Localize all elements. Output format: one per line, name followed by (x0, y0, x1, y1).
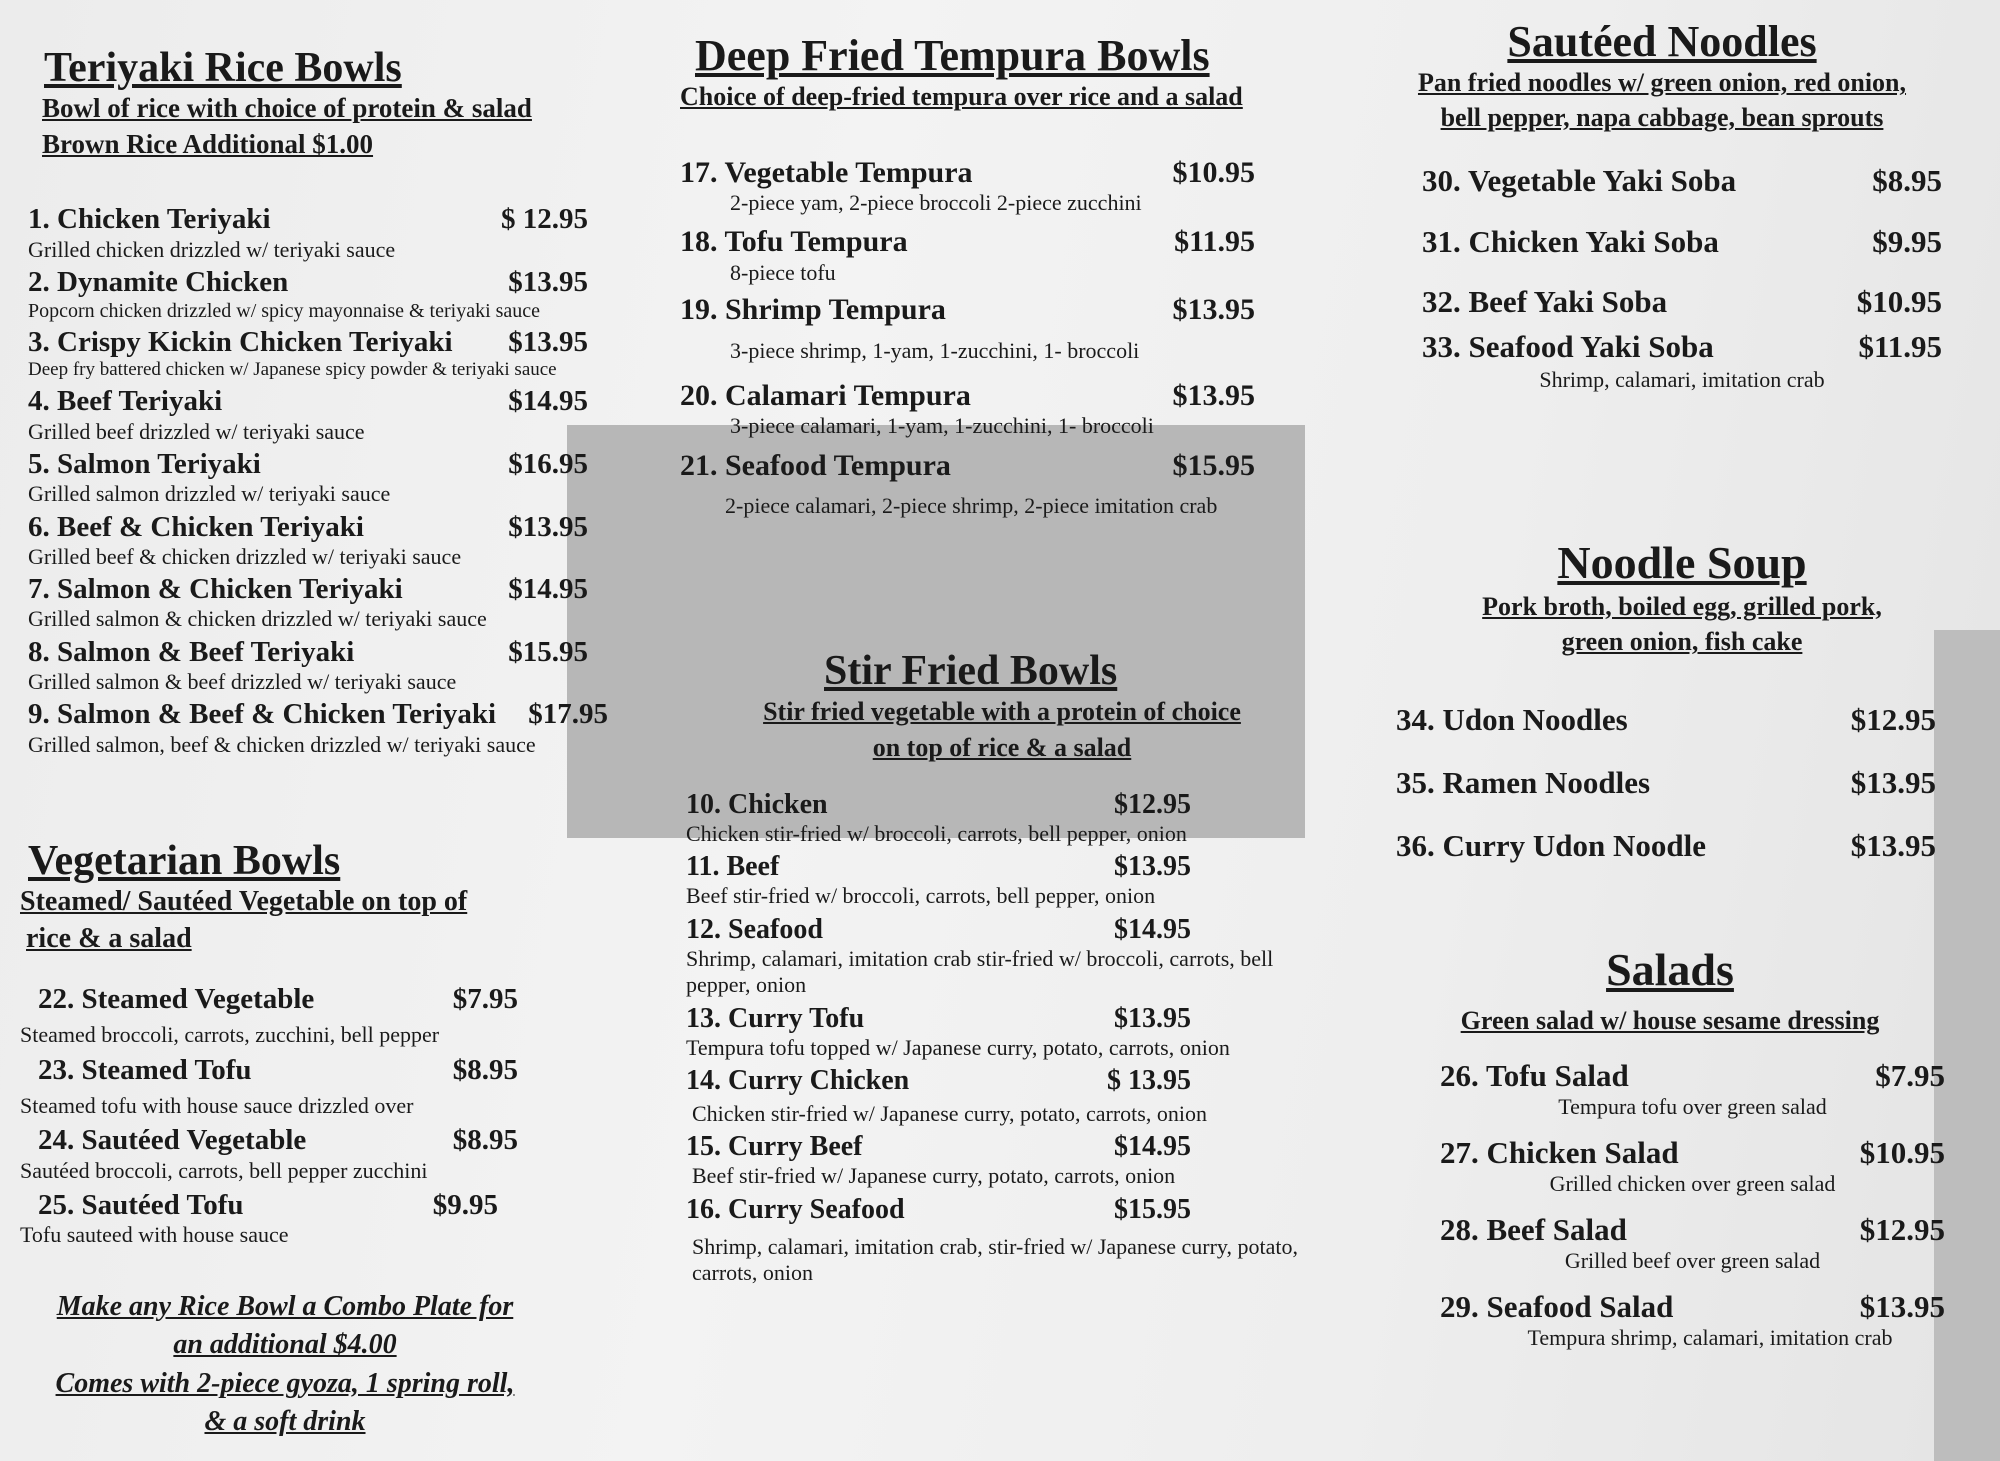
item-name: 33. Seafood Yaki Soba (1422, 328, 1714, 364)
stir-fried-title: Stir Fried Bowls (824, 648, 1118, 694)
item-price: $15.95 (1114, 1193, 1191, 1225)
menu-item (28, 325, 618, 382)
item-description: Chicken stir-fried w/ Japanese curry, potato, carrots, onion (692, 1101, 1207, 1127)
item-price: $13.95 (508, 326, 588, 359)
menu-item (686, 850, 1322, 909)
item-name: 30. Vegetable Yaki Soba (1422, 163, 1737, 199)
item-description: Sautéed broccoli, carrots, bell pepper zucchini (20, 1157, 428, 1183)
item-description: Grilled salmon & beef drizzled w/ teriyaki sauce (28, 668, 457, 694)
item-name: 32. Beef Yaki Soba (1422, 284, 1668, 320)
stir-fried-section (682, 648, 1322, 1290)
item-description: Tofu sauteed with house sauce (20, 1222, 289, 1248)
menu-item (1396, 702, 1936, 739)
menu-item (1440, 1212, 1970, 1275)
item-name: 1. Chicken Teriyaki (28, 203, 271, 236)
noodles-subtitle-line2: bell pepper, napa cabbage, bean sprouts (1440, 102, 1884, 132)
item-name: 21. Seafood Tempura (680, 448, 951, 482)
item-description: Shrimp, calamari, imitation crab (1539, 367, 1825, 393)
item-name: 36. Curry Udon Noodle (1396, 827, 1707, 863)
menu-item (680, 292, 1320, 364)
item-name: 19. Shrimp Tempura (680, 293, 946, 327)
menu-item (1422, 284, 1942, 321)
tempura-subtitle: Choice of deep-fried tempura over rice and a salad (680, 82, 1243, 112)
stir-fried-subtitle-line1: Stir fried vegetable with a protein of choice (763, 697, 1241, 727)
noodle-soup-section (1392, 538, 1972, 890)
item-name: 27. Chicken Salad (1440, 1134, 1679, 1170)
item-name: 26. Tofu Salad (1440, 1057, 1629, 1093)
item-price: $9.95 (432, 1188, 498, 1221)
item-description: Grilled beef drizzled w/ teriyaki sauce (28, 418, 365, 444)
soup-subtitle-line1: Pork broth, boiled egg, grilled pork, (1482, 591, 1882, 621)
item-name: 15. Curry Beef (686, 1131, 863, 1163)
item-description: Grilled salmon, beef & chicken drizzled w/ teriyaki sauce (28, 731, 536, 757)
combo-line: Make any Rice Bowl a Combo Plate for (56, 1291, 514, 1322)
item-name: 35. Ramen Noodles (1396, 764, 1651, 800)
salads-title: Salads (1606, 944, 1734, 995)
item-name: 13. Curry Tofu (686, 1002, 865, 1034)
tempura-title: Deep Fried Tempura Bowls (695, 31, 1210, 80)
menu-item (1422, 224, 1942, 261)
item-price: $11.95 (1174, 225, 1255, 259)
item-name: 34. Udon Noodles (1396, 702, 1628, 738)
item-price: $13.95 (1114, 1002, 1191, 1034)
item-name: 22. Steamed Vegetable (38, 983, 315, 1016)
item-price: $13.95 (1850, 827, 1936, 863)
item-description: Grilled beef over green salad (1564, 1248, 1821, 1274)
tempura-section (680, 32, 1320, 530)
item-price: $10.95 (1856, 284, 1942, 320)
menu-item (28, 447, 618, 508)
item-description: Beef stir-fried w/ broccoli, carrots, bell pepper, onion (686, 883, 1156, 909)
item-price: $16.95 (508, 447, 588, 480)
item-price: $7.95 (1875, 1057, 1945, 1093)
menu-item (1396, 828, 1936, 865)
item-name: 31. Chicken Yaki Soba (1422, 223, 1719, 259)
item-description: 2-piece yam, 2-piece broccoli 2-piece zucchini (730, 190, 1142, 216)
item-name: 6. Beef & Chicken Teriyaki (28, 510, 364, 543)
item-description: 8-piece tofu (730, 259, 836, 285)
item-name: 14. Curry Chicken (686, 1065, 910, 1097)
menu-item (1440, 1058, 1970, 1121)
combo-line: & a soft drink (204, 1406, 366, 1438)
item-price: $10.95 (1172, 155, 1255, 189)
item-description: 2-piece calamari, 2-piece shrimp, 2-piece imitation crab (725, 493, 1218, 519)
item-name: 10. Chicken (686, 788, 828, 820)
menu-item (20, 1188, 540, 1249)
item-description: Grilled chicken drizzled w/ teriyaki sauce (28, 236, 396, 262)
item-name: 2. Dynamite Chicken (28, 266, 289, 299)
item-price: $9.95 (1872, 223, 1942, 259)
item-name: 8. Salmon & Beef Teriyaki (28, 635, 355, 668)
item-price: $ 13.95 (1107, 1065, 1191, 1097)
item-price: $14.95 (1114, 1131, 1191, 1163)
menu-item (680, 448, 1320, 520)
menu-item (1396, 765, 1936, 802)
item-name: 25. Sautéed Tofu (38, 1188, 244, 1221)
menu-item (686, 1130, 1322, 1189)
menu-item (28, 697, 618, 758)
menu-item (686, 913, 1322, 999)
item-name: 18. Tofu Tempura (680, 225, 908, 259)
item-description: Popcorn chicken drizzled w/ spicy mayonnaise & teriyaki sauce (28, 300, 541, 323)
item-name: 3. Crispy Kickin Chicken Teriyaki (28, 326, 453, 359)
item-price: $14.95 (1114, 913, 1191, 945)
menu-item (686, 1193, 1322, 1287)
item-name: 24. Sautéed Vegetable (38, 1124, 307, 1157)
menu-item (686, 1064, 1322, 1127)
vegetarian-subtitle-line2: rice & a salad (26, 923, 192, 955)
menu-item (20, 1053, 540, 1120)
item-name: 4. Beef Teriyaki (28, 385, 223, 418)
menu-item (1422, 329, 1972, 394)
menu-item (1440, 1135, 1970, 1198)
menu-item (1422, 163, 1942, 200)
item-name: 12. Seafood (686, 913, 823, 945)
item-description: Grilled beef & chicken drizzled w/ teriyaki sauce (28, 543, 462, 569)
item-price: $12.95 (1850, 702, 1936, 738)
item-price: $13.95 (1172, 379, 1255, 413)
teriyaki-section (28, 45, 618, 760)
noodles-subtitle-line1: Pan fried noodles w/ green onion, red onion, (1417, 68, 1907, 98)
combo-line: Comes with 2-piece gyoza, 1 spring roll, (55, 1367, 515, 1399)
item-price: $10.95 (1859, 1134, 1945, 1170)
item-price: $8.95 (1872, 163, 1942, 199)
menu-item (28, 265, 618, 323)
item-description: 3-piece shrimp, 1-yam, 1-zucchini, 1- broccoli (730, 337, 1140, 363)
item-description: Steamed tofu with house sauce drizzled over (20, 1092, 414, 1118)
combo-line: an additional $4.00 (173, 1329, 397, 1361)
item-price: $13.95 (1172, 293, 1255, 327)
item-price: $15.95 (508, 635, 588, 668)
item-price: $ 12.95 (501, 203, 588, 236)
item-price: $14.95 (508, 573, 588, 606)
item-price: $12.95 (1859, 1211, 1945, 1247)
item-price: $11.95 (1858, 328, 1942, 364)
item-name: 23. Steamed Tofu (38, 1053, 252, 1086)
item-description: Tempura tofu over green salad (1558, 1094, 1827, 1120)
vegetarian-subtitle-line1: Steamed/ Sautéed Vegetable on top of (20, 886, 468, 918)
item-description: Deep fry battered chicken w/ Japanese spicy powder & teriyaki sauce (28, 359, 557, 381)
item-description: Tempura tofu topped w/ Japanese curry, potato, carrots, onion (686, 1034, 1230, 1060)
menu-item (20, 982, 540, 1049)
noodle-soup-title: Noodle Soup (1557, 537, 1807, 588)
vegetarian-section (20, 838, 540, 1253)
item-name: 20. Calamari Tempura (680, 379, 971, 413)
menu-item (680, 155, 1320, 217)
item-name: 29. Seafood Salad (1440, 1288, 1674, 1324)
item-description: 3-piece calamari, 1-yam, 1-zucchini, 1- broccoli (730, 413, 1154, 439)
combo-plate-note (20, 1288, 550, 1441)
item-name: 9. Salmon & Beef & Chicken Teriyaki (28, 698, 497, 731)
item-description: Grilled chicken over green salad (1549, 1171, 1836, 1197)
item-price: $14.95 (508, 385, 588, 418)
item-price: $13.95 (1114, 851, 1191, 883)
salads-subtitle: Green salad w/ house sesame dressing (1460, 1005, 1880, 1035)
sauteed-noodles-section (1352, 18, 1972, 394)
teriyaki-subtitle: Bowl of rice with choice of protein & salad (42, 93, 532, 124)
menu-item (28, 202, 618, 263)
item-price: $17.95 (528, 698, 608, 731)
item-name: 17. Vegetable Tempura (680, 155, 973, 189)
item-description: Chicken stir-fried w/ broccoli, carrots, bell pepper, onion (686, 820, 1187, 846)
item-price: $8.95 (452, 1124, 518, 1157)
item-price: $13.95 (508, 266, 588, 299)
menu-item (680, 378, 1320, 440)
menu-item (28, 635, 618, 696)
sauteed-noodles-title: Sautéed Noodles (1507, 17, 1817, 66)
item-price: $7.95 (452, 983, 518, 1016)
item-name: 28. Beef Salad (1440, 1211, 1627, 1247)
item-name: 7. Salmon & Chicken Teriyaki (28, 573, 403, 606)
menu-item (686, 788, 1322, 847)
teriyaki-title: Teriyaki Rice Bowls (44, 45, 402, 91)
item-description: Tempura shrimp, calamari, imitation crab (1527, 1325, 1893, 1351)
item-description: Beef stir-fried w/ Japanese curry, potato, carrots, onion (692, 1163, 1176, 1189)
menu-item (20, 1123, 540, 1184)
item-name: 5. Salmon Teriyaki (28, 447, 261, 480)
menu-item (28, 572, 618, 633)
menu-item (686, 1002, 1322, 1061)
item-price: $8.95 (452, 1053, 518, 1086)
item-price: $13.95 (1859, 1288, 1945, 1324)
item-price: $12.95 (1114, 788, 1191, 820)
item-description: Steamed broccoli, carrots, zucchini, bell pepper (20, 1022, 440, 1048)
menu-item (28, 510, 618, 571)
item-description: Grilled salmon & chicken drizzled w/ teriyaki sauce (28, 606, 487, 632)
item-name: 11. Beef (686, 851, 780, 883)
salads-section (1410, 945, 1970, 1366)
item-price: $13.95 (508, 510, 588, 543)
item-price: $13.95 (1850, 764, 1936, 800)
vegetarian-title: Vegetarian Bowls (28, 838, 341, 884)
menu-item (680, 224, 1320, 286)
stir-fried-subtitle-line2: on top of rice & a salad (872, 733, 1132, 763)
item-description: Shrimp, calamari, imitation crab stir-fried w/ broccoli, carrots, bell pepper, onion (686, 945, 1274, 998)
teriyaki-brown-rice-note: Brown Rice Additional $1.00 (42, 128, 374, 159)
item-price: $15.95 (1172, 448, 1255, 482)
item-name: 16. Curry Seafood (686, 1193, 905, 1225)
item-description: Grilled salmon drizzled w/ teriyaki sauce (28, 481, 391, 507)
menu-item (28, 384, 618, 445)
menu-item (1440, 1289, 1970, 1352)
item-description: Shrimp, calamari, imitation crab, stir-fried w/ Japanese curry, potato, carrots, onion (692, 1233, 1298, 1286)
soup-subtitle-line2: green onion, fish cake (1561, 627, 1803, 657)
